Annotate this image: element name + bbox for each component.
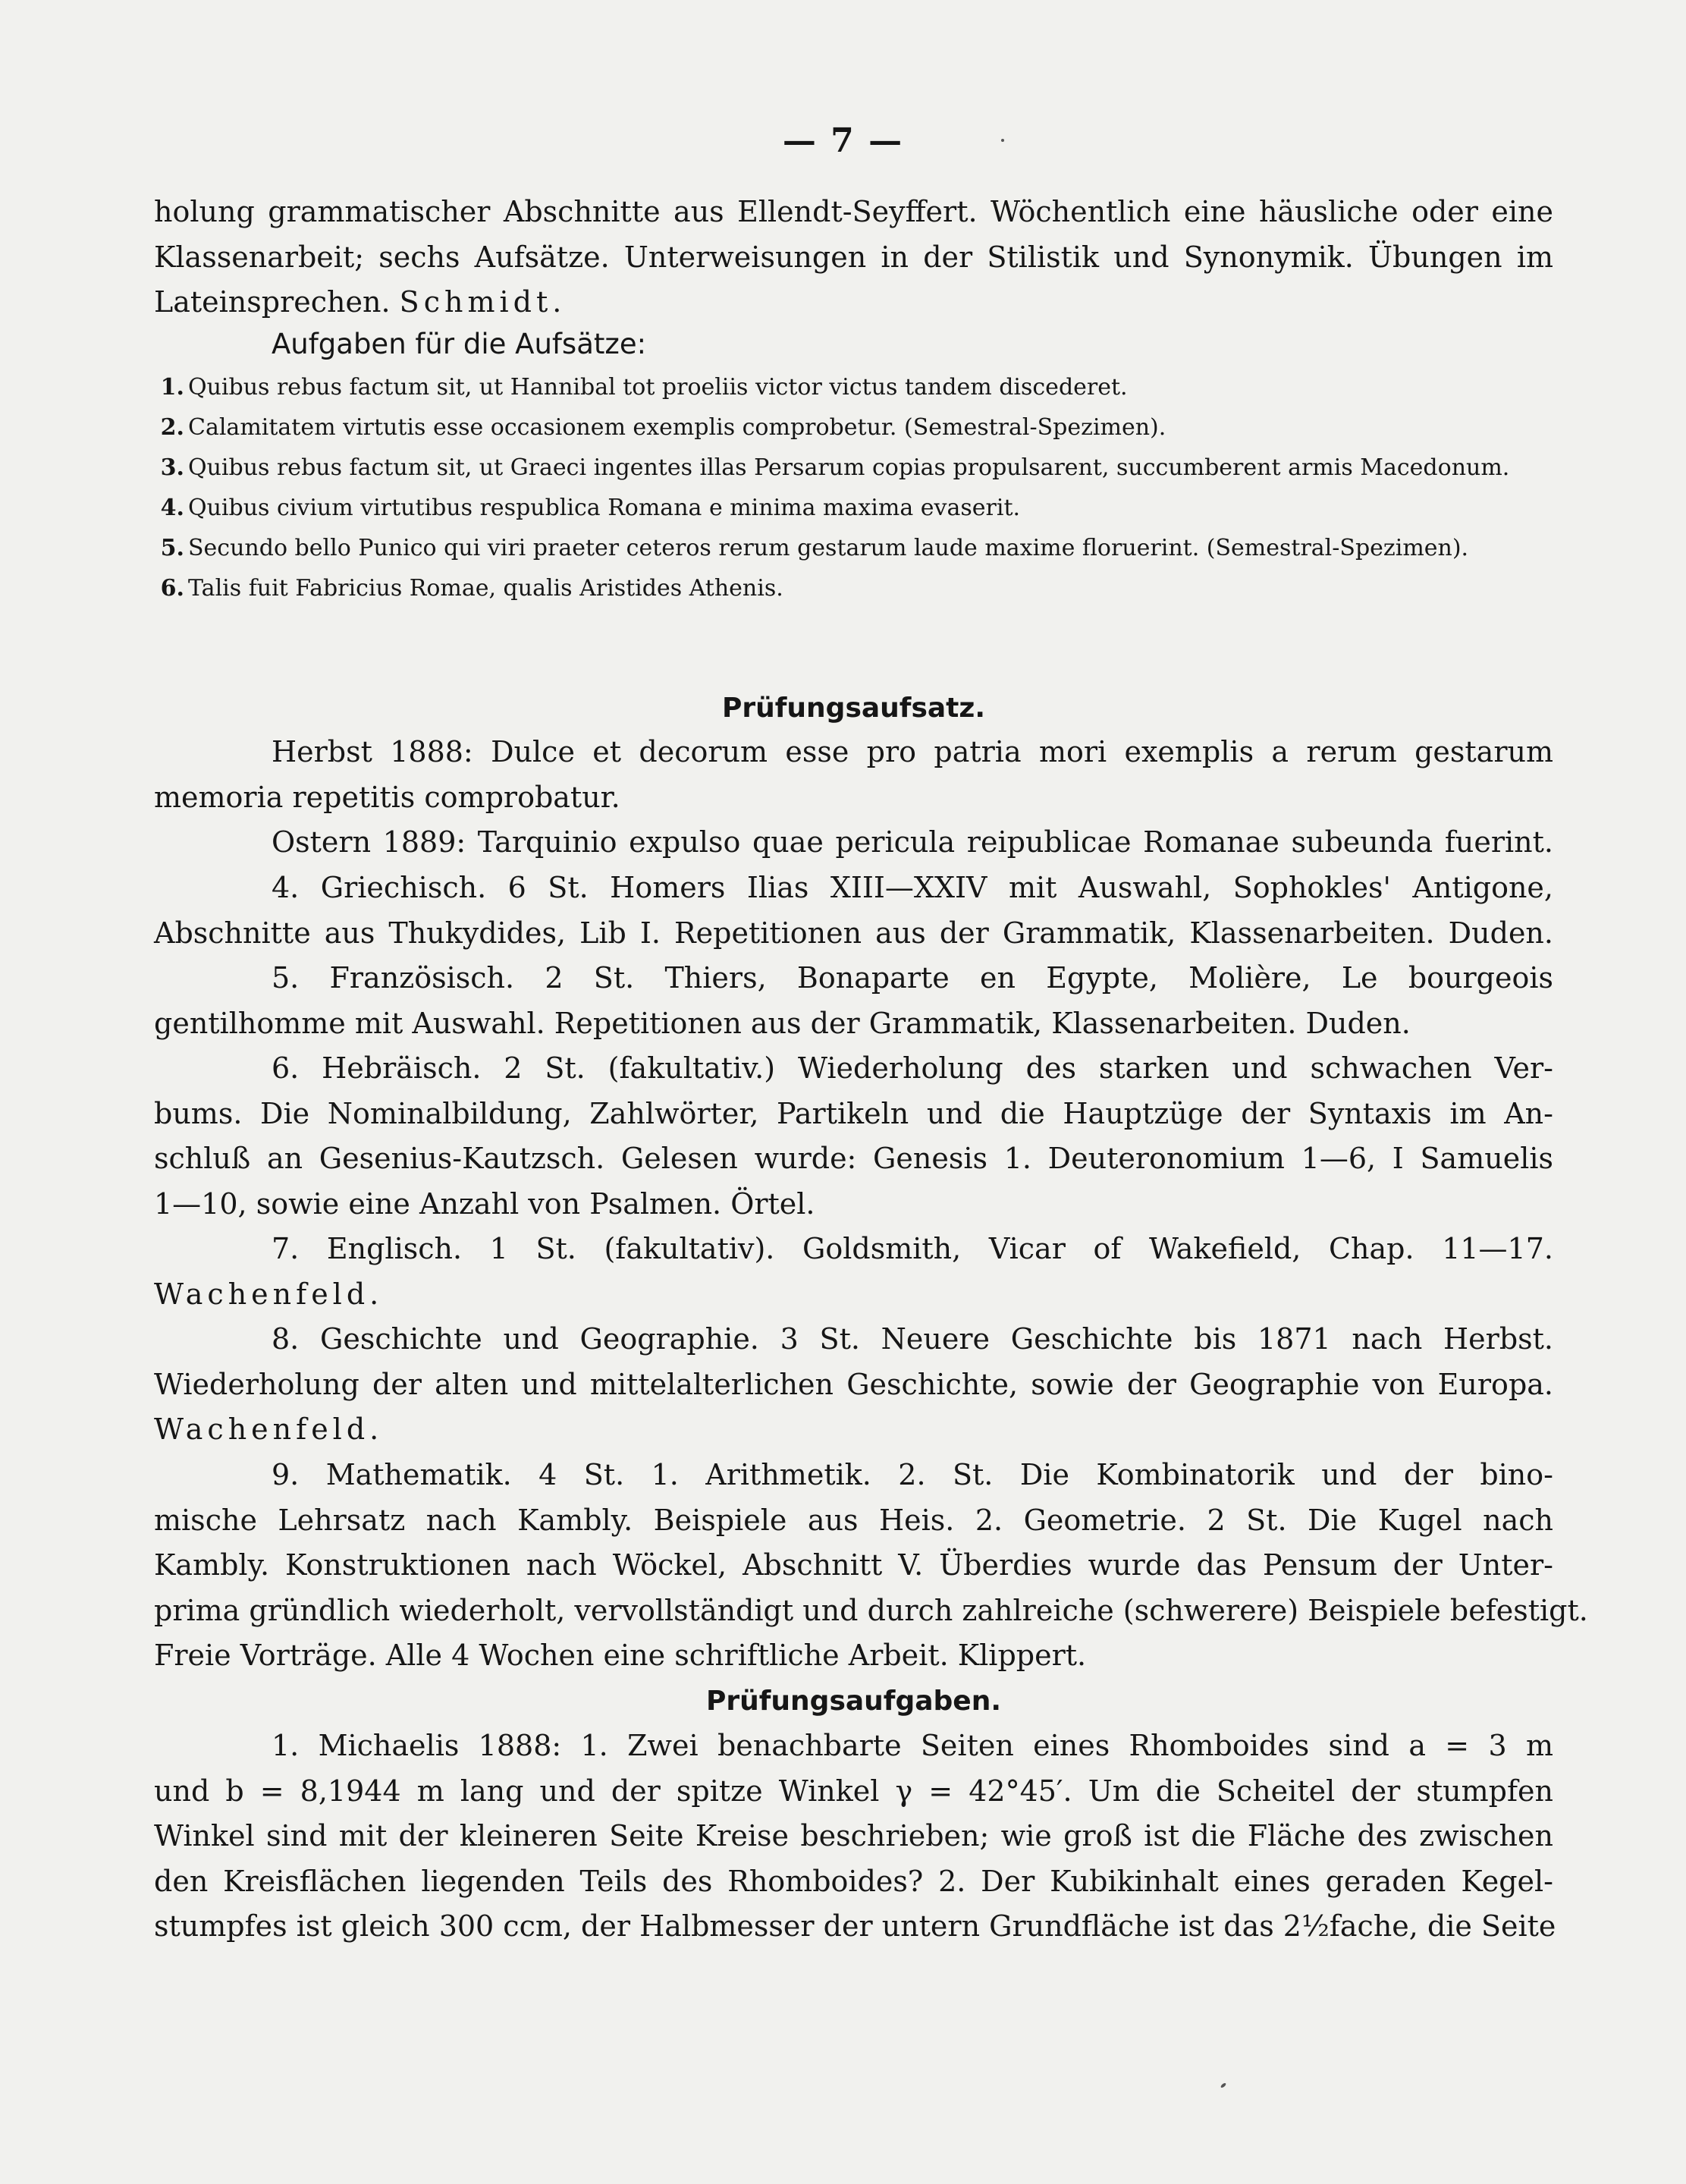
subject-franzoesisch <box>154 956 1553 1046</box>
section-heading: Prüfungsaufsatz. <box>721 693 986 724</box>
text-fragment: Lateinsprechen. <box>154 285 391 319</box>
text-line: und b = 8,1944 m lang und der spitze Winkel γ = 42°45′. Um die Scheitel der stumpfen <box>154 1774 1553 1808</box>
aufgaben-list <box>154 367 1553 608</box>
item-text: Quibus rebus factum sit, ut Graeci ingentes illas Persarum copias propulsarent, succumberent armis Macedonum. <box>188 454 1510 481</box>
item-text: Quibus civium virtutibus respublica Romana e minima maxima evaserit. <box>188 495 1021 521</box>
text-line: Herbst 1888: Dulce et decorum esse pro patria mori exemplis a rerum gestarum <box>272 735 1553 768</box>
list-item <box>154 367 1553 407</box>
text-line: 4. Griechisch. 6 St. Homers Ilias XIII—XXIV mit Auswahl, Sophokles' Antigone, <box>272 871 1553 904</box>
subject-mathematik <box>154 1453 1588 1679</box>
text-line: memoria repetitis comprobatur. <box>154 780 620 814</box>
list-item <box>154 488 1553 528</box>
item-text: Quibus rebus factum sit, ut Hannibal tot proeliis victor victus tandem discederet. <box>188 374 1128 401</box>
list-item <box>154 448 1553 488</box>
text-line: 8. Geschichte und Geographie. 3 St. Neuere Geschichte bis 1871 nach Herbst. <box>272 1322 1553 1356</box>
exam-essay-topics <box>154 730 1553 866</box>
list-item <box>154 528 1553 568</box>
subject-englisch <box>154 1227 1553 1317</box>
text-line: 6. Hebräisch. 2 St. (fakultativ.) Wiederholung des starken und schwachen Ver- <box>272 1051 1553 1085</box>
item-text: Talis fuit Fabricius Romae, qualis Aristides Athenis. <box>188 575 783 602</box>
text-line: Freie Vorträge. Alle 4 Wochen eine schriftliche Arbeit. Klippert. <box>154 1639 1087 1672</box>
text-line: Winkel sind mit der kleineren Seite Kreise beschrieben; wie groß ist die Fläche des zwischen <box>154 1819 1553 1852</box>
teacher-name: Schmidt. <box>399 285 567 319</box>
section-heading: Prüfungsaufgaben. <box>705 1686 1002 1717</box>
text-line: Kambly. Konstruktionen nach Wöckel, Abschnitt V. Überdies wurde das Pensum der Unter- <box>154 1548 1553 1582</box>
page-number: — 7 — <box>782 121 904 160</box>
text-line: den Kreisflächen liegenden Teils des Rhomboides? 2. Der Kubikinhalt eines geraden Kegel- <box>154 1864 1553 1898</box>
pruefungsaufsatz-heading-block <box>154 687 1553 730</box>
item-number: 1. <box>160 374 184 401</box>
text-line: Wachenfeld. <box>154 1413 384 1446</box>
item-number: 5. <box>160 535 184 561</box>
text-line: 5. Französisch. 2 St. Thiers, Bonaparte en Egypte, Molière, Le bourgeois <box>272 961 1553 995</box>
list-item <box>154 568 1553 608</box>
item-number: 4. <box>160 495 184 521</box>
item-text: Secundo bello Punico qui viri praeter ceteros rerum gestarum laude maxime floruerint. (Semestral-Spezimen). <box>188 535 1469 561</box>
subject-griechisch <box>154 866 1553 956</box>
aufgaben-heading: Aufgaben für die Aufsätze: <box>272 328 647 360</box>
text-line <box>154 280 1553 325</box>
aufgaben-list-block <box>154 367 1553 608</box>
scan-speck <box>1220 2082 1227 2088</box>
text-line: Abschnitte aus Thukydides, Lib I. Repetitionen aus der Grammatik, Klassenarbeiten. Duden. <box>154 916 1553 950</box>
text-line: 7. Englisch. 1 St. (fakultativ). Goldsmith, Vicar of Wakefield, Chap. 11—17. <box>272 1232 1553 1265</box>
item-number: 3. <box>160 454 184 481</box>
text-line: schluß an Gesenius-Kautzsch. Gelesen wurde: Genesis 1. Deuteronomium 1—6, I Samuelis <box>154 1142 1553 1175</box>
aufgaben-heading-block <box>154 323 1553 366</box>
text-line: 1—10, sowie eine Anzahl von Psalmen. Örtel. <box>154 1186 815 1221</box>
scan-speck <box>1001 139 1004 142</box>
text-line: bums. Die Nominalbildung, Zahlwörter, Partikeln und die Hauptzüge der Syntaxis im An- <box>154 1096 1553 1130</box>
item-number: 6. <box>160 575 184 602</box>
text-line: holung grammatischer Abschnitte aus Ellendt-Seyffert. Wöchentlich eine häusliche oder eine <box>154 195 1553 228</box>
text-line: prima gründlich wiederholt, vervollständigt und durch zahlreiche (schwerere) Beispiele befestigt. <box>154 1593 1588 1627</box>
text-line: 9. Mathematik. 4 St. 1. Arithmetik. 2. St. Die Kombinatorik und der bino- <box>272 1458 1553 1491</box>
text-line: gentilhomme mit Auswahl. Repetitionen aus der Grammatik, Klassenarbeiten. Duden. <box>154 1006 1411 1040</box>
intro-paragraph <box>154 190 1553 325</box>
item-number: 2. <box>160 414 184 441</box>
text-line: Wiederholung der alten und mittelalterlichen Geschichte, sowie der Geographie von Europa. <box>154 1367 1553 1401</box>
text-line: Ostern 1889: Tarquinio expulso quae pericula reipublicae Romanae subeunda fuerint. <box>272 825 1553 859</box>
list-item <box>154 407 1553 448</box>
text-line: Klassenarbeit; sechs Aufsätze. Unterweisungen in der Stilistik und Synonymik. Übungen im <box>154 240 1553 274</box>
text-line: mische Lehrsatz nach Kambly. Beispiele aus Heis. 2. Geometrie. 2 St. Die Kugel nach <box>154 1503 1553 1537</box>
text-line: 1. Michaelis 1888: 1. Zwei benachbarte Seiten eines Rhomboides sind a = 3 m <box>272 1729 1553 1762</box>
subject-geschichte <box>154 1317 1553 1453</box>
text-line: Wachenfeld. <box>154 1277 384 1311</box>
subject-hebraeisch <box>154 1046 1553 1227</box>
item-text: Calamitatem virtutis esse occasionem exemplis comprobetur. (Semestral-Spezimen). <box>188 414 1166 441</box>
text-line: stumpfes ist gleich 300 ccm, der Halbmesser der untern Grundfläche ist das 2½fache, die Seite <box>154 1909 1556 1943</box>
pruefungsaufgaben-heading-block <box>154 1680 1553 1723</box>
exam-problems <box>154 1724 1556 1950</box>
